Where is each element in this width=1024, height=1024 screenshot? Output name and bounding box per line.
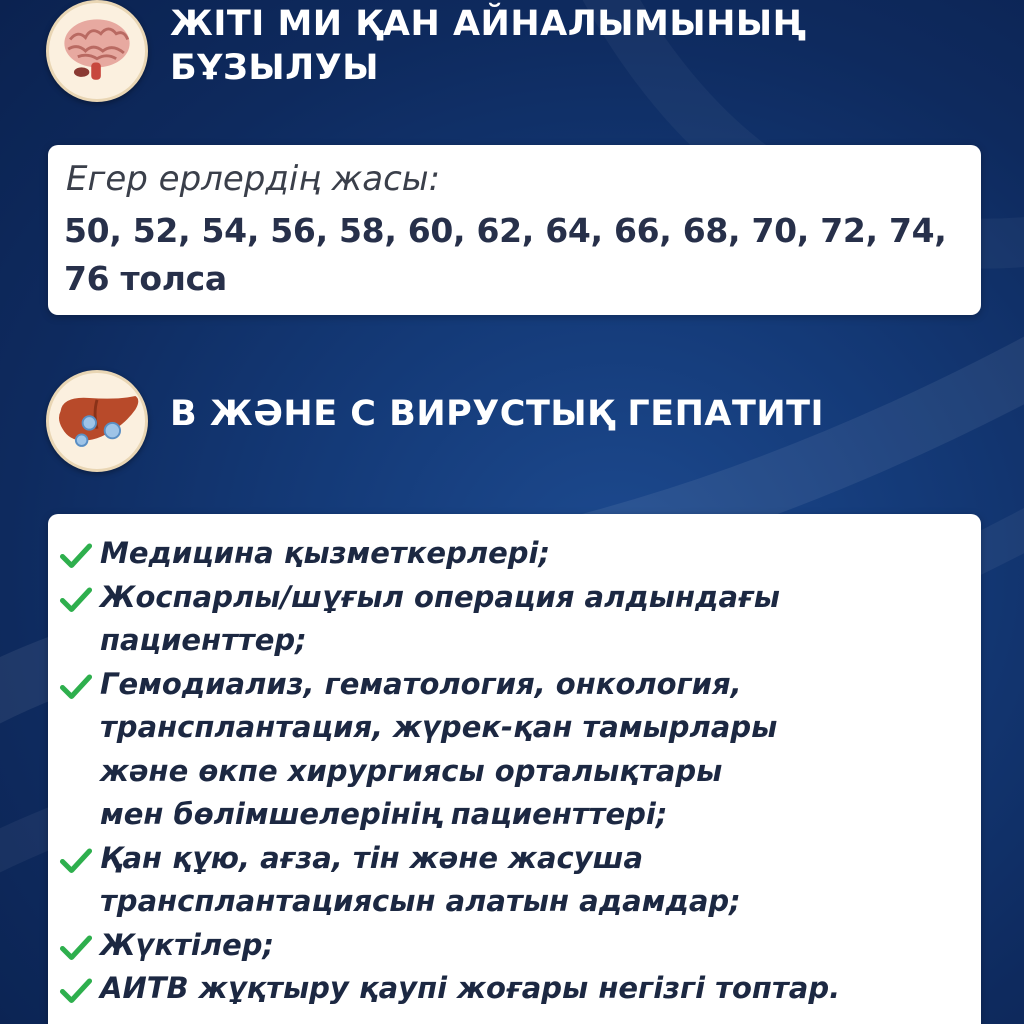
list-item — [58, 663, 968, 837]
section-1-title-line-1: ЖІТІ МИ ҚАН АЙНАЛЫМЫНЫҢ — [170, 4, 807, 44]
list-item-text: Қан құю, ағза, тін және жасуша трансплантациясын алатын адамдар; — [100, 840, 741, 918]
risk-groups-card — [48, 514, 981, 1024]
age-values-text: 50, 52, 54, 56, 58, 60, 62, 64, 66, 68, 70, 72, 74, 76 толса — [64, 211, 947, 298]
check-icon — [58, 967, 100, 1010]
age-card — [48, 145, 981, 315]
brain-icon — [46, 0, 148, 102]
list-item — [58, 532, 968, 576]
section-1-title — [170, 2, 990, 90]
liver-icon — [46, 370, 148, 472]
check-icon — [58, 663, 100, 706]
check-icon — [58, 576, 100, 619]
list-item — [58, 967, 968, 1011]
list-item — [58, 924, 968, 968]
check-icon — [58, 837, 100, 880]
check-icon — [58, 924, 100, 967]
list-item-text: Гемодиализ, гематология, онкология, трансплантация, жүрек-қан тамырлары және өкпе хирургиясы орталықтары мен бөлімшелерінің пациенттері; — [100, 666, 778, 831]
list-item-text: Жоспарлы/шұғыл операция алдындағы пациенттер; — [100, 579, 780, 657]
age-intro-text: Егер ерлердің жасы: — [66, 159, 441, 199]
list-item-text: Медицина қызметкерлері; — [100, 536, 551, 570]
section-1-title-line-2: БҰЗЫЛУЫ — [170, 48, 379, 88]
list-item — [58, 837, 968, 924]
list-item — [58, 576, 968, 663]
risk-groups-list — [58, 532, 968, 1011]
list-item-text: Жүктілер; — [100, 927, 275, 962]
list-item-text: АИТВ жұқтыру қаупі жоғары негізгі топтар. — [100, 971, 841, 1005]
section-2-title: В ЖӘНЕ С ВИРУСТЫҚ ГЕПАТИТІ — [170, 394, 825, 434]
check-icon — [58, 532, 100, 575]
